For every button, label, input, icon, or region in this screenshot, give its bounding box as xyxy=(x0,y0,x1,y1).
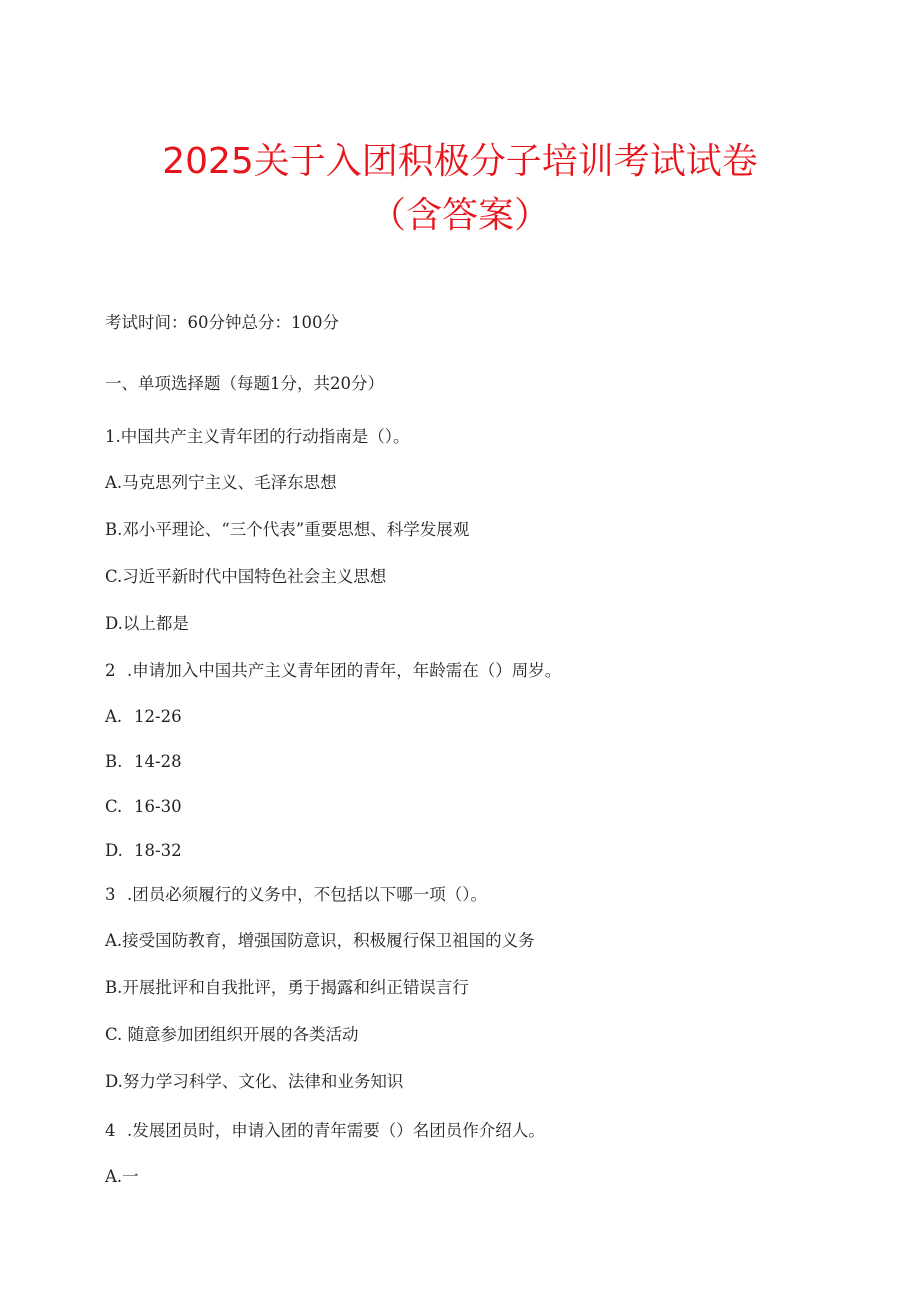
document-title-line-2: （含答案） xyxy=(369,195,550,236)
document-title-line-1: 2025关于入团积极分子培训考试试卷 xyxy=(162,141,758,182)
question-1-option-d: D.以上都是 xyxy=(105,614,189,633)
question-2-option-c xyxy=(105,796,182,818)
question-3-option-c: C. 随意参加团组织开展的各类活动 xyxy=(105,1025,359,1044)
question-3-option-d: D.努力学习科学、文化、法律和业务知识 xyxy=(105,1072,404,1091)
option-label: D. xyxy=(105,841,123,860)
question-3-text: .团员必须履行的义务中，不包括以下哪一项（）。 xyxy=(127,885,487,904)
question-1-option-c: C.习近平新时代中国特色社会主义思想 xyxy=(105,567,387,586)
question-2-stem xyxy=(105,660,561,682)
question-3-stem xyxy=(105,884,487,906)
question-4-number: 4 xyxy=(105,1121,116,1140)
option-text: 14-28 xyxy=(134,752,182,771)
question-2-option-a xyxy=(105,706,182,728)
exam-info: 考试时间：60分钟总分：100分 xyxy=(105,313,339,332)
option-label: A. xyxy=(105,707,123,726)
question-2-option-d xyxy=(105,840,182,862)
question-2-option-b xyxy=(105,751,182,773)
option-text: 12-26 xyxy=(134,707,182,726)
question-4-stem xyxy=(105,1120,545,1142)
question-3-number: 3 xyxy=(105,885,116,904)
question-4-text: .发展团员时，申请入团的青年需要（）名团员作介绍人。 xyxy=(127,1121,545,1140)
question-1-stem: 1.中国共产主义青年团的行动指南是（）。 xyxy=(105,427,410,446)
question-3-option-a: A.接受国防教育，增强国防意识，积极履行保卫祖国的义务 xyxy=(105,931,535,950)
question-2-number: 2 xyxy=(105,661,116,680)
option-text: 18-32 xyxy=(134,841,182,860)
option-text: 16-30 xyxy=(134,797,182,816)
question-1-option-b: B.邓小平理论、“三个代表”重要思想、科学发展观 xyxy=(105,520,470,539)
question-3-option-b: B.开展批评和自我批评，勇于揭露和纠正错误言行 xyxy=(105,978,469,997)
option-label: C. xyxy=(105,797,123,816)
question-1-option-a: A.马克思列宁主义、毛泽东思想 xyxy=(105,473,337,492)
section-heading: 一、单项选择题（每题1分，共20分） xyxy=(105,374,384,393)
option-label: B. xyxy=(105,752,123,771)
question-2-text: .申请加入中国共产主义青年团的青年，年龄需在（）周岁。 xyxy=(127,661,562,680)
question-4-option-a: A.一 xyxy=(105,1167,139,1186)
